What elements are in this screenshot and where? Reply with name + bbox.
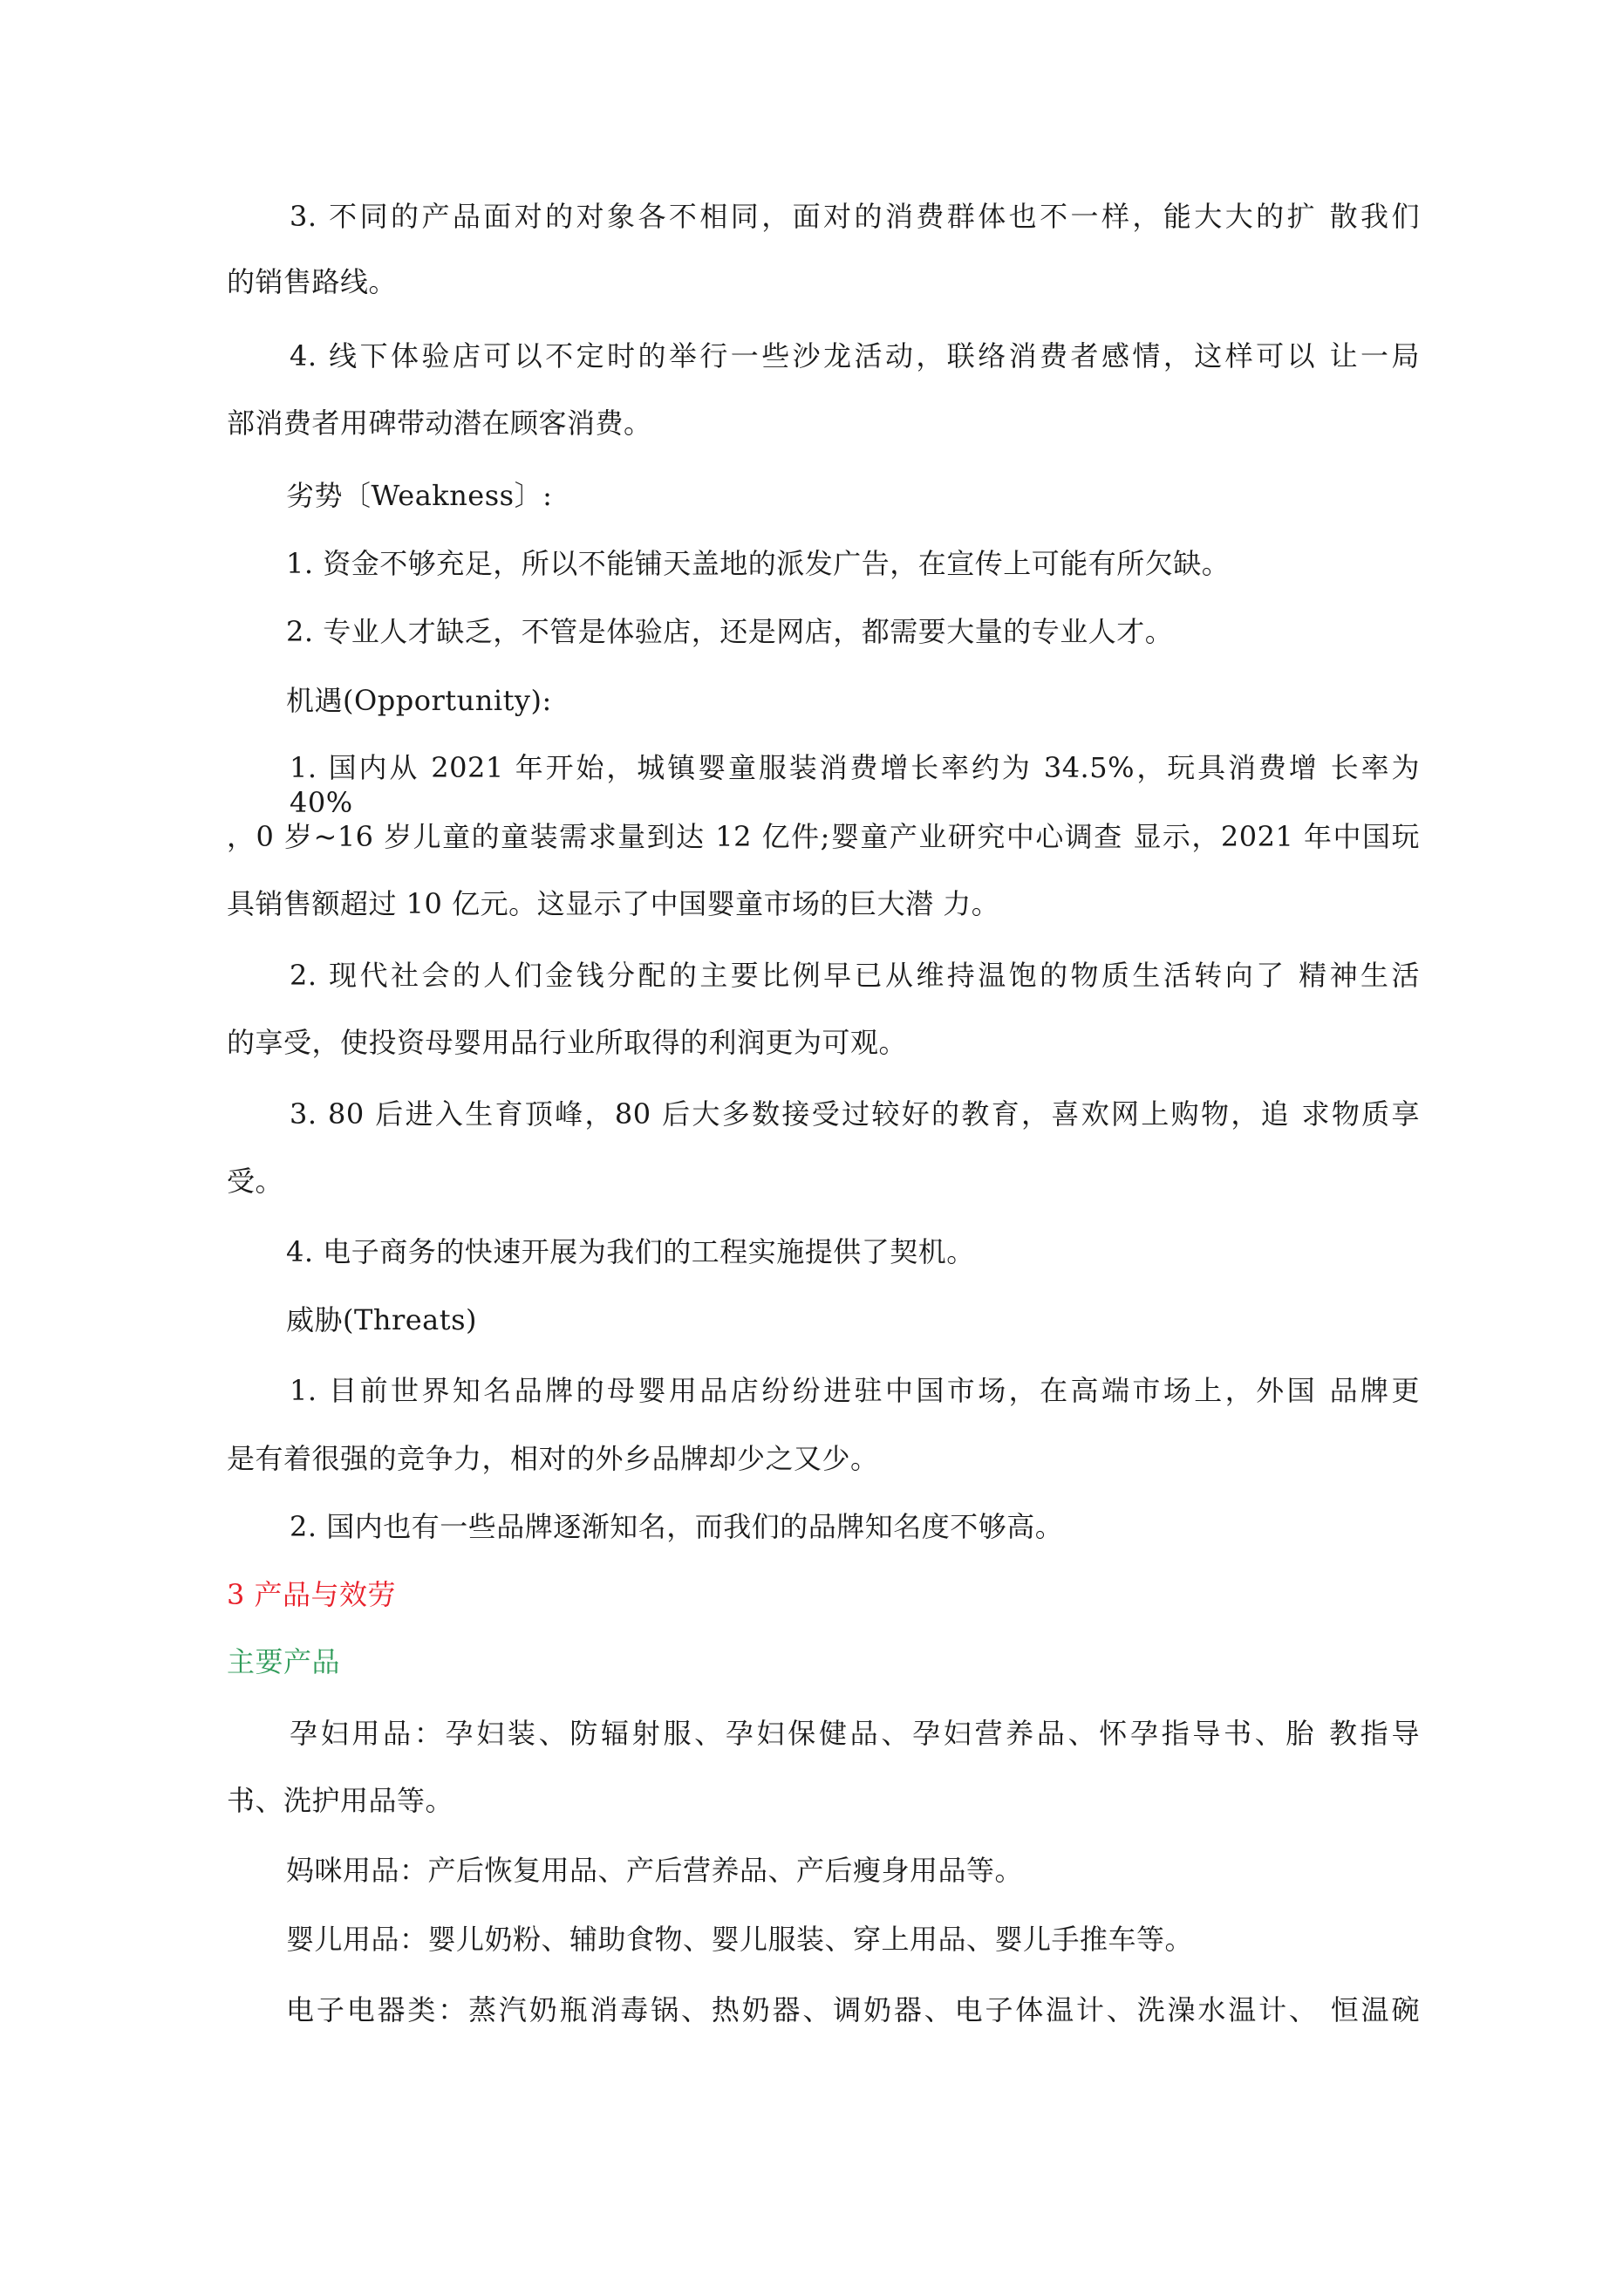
paragraph-p2-line1: 4. 线下体验店可以不定时的举行一些沙龙活动，联络消费者感情，这样可以 让一局 — [290, 339, 1420, 372]
product-item-3: 婴儿用品：婴儿奶粉、辅助食物、婴儿服装、穿上用品、婴儿手推车等。 — [286, 1923, 1194, 1956]
opportunity-item-2-line1: 2. 现代社会的人们金钱分配的主要比例早已从维持温饱的物质生活转向了 精神生活 — [290, 959, 1420, 992]
opportunity-item-2-line2: 的享受，使投资母婴用品行业所取得的利润更为可观。 — [227, 1026, 908, 1059]
weakness-item-1: 1. 资金不够充足，所以不能铺天盖地的派发广告，在宣传上可能有所欠缺。 — [286, 547, 1231, 580]
paragraph-p2-line2: 部消费者用碑带动潜在顾客消费。 — [227, 407, 652, 440]
weakness-heading: 劣势〔Weakness〕: — [286, 479, 553, 512]
paragraph-p1-line2: 的销售路线。 — [227, 265, 398, 298]
section-heading: 3 产品与效劳 — [227, 1578, 397, 1611]
opportunity-item-1-line1: 1. 国内从 2021 年开始，城镇婴童服装消费增长率约为 34.5%，玩具消费增 长率为 40% — [290, 751, 1420, 819]
opportunity-item-1-line3: 具销售额超过 10 亿元。这显示了中国婴童市场的巨大潜 力。 — [227, 887, 1000, 920]
subsection-heading: 主要产品 — [227, 1645, 341, 1678]
paragraph-p1-line1: 3. 不同的产品面对的对象各不相同，面对的消费群体也不一样，能大大的扩 散我们 — [290, 200, 1420, 233]
opportunity-item-1-line2: ，0 岁~16 岁儿童的童装需求量到达 12 亿件;婴童产业研究中心调查 显示，2021 年中国玩 — [227, 820, 1420, 853]
opportunity-item-4: 4. 电子商务的快速开展为我们的工程实施提供了契机。 — [286, 1235, 975, 1268]
threats-item-1-line1: 1. 目前世界知名品牌的母婴用品店纷纷进驻中国市场，在高端市场上，外国 品牌更 — [290, 1374, 1420, 1407]
threats-item-1-line2: 是有着很强的竞争力，相对的外乡品牌却少之又少。 — [227, 1442, 879, 1475]
product-item-2: 妈咪用品：产后恢复用品、产后营养品、产后瘦身用品等。 — [286, 1854, 1024, 1887]
product-item-1-line1: 孕妇用品：孕妇装、防辐射服、孕妇保健品、孕妇营养品、怀孕指导书、胎 教指导 — [290, 1717, 1420, 1750]
weakness-item-2: 2. 专业人才缺乏，不管是体验店，还是网店，都需要大量的专业人才。 — [286, 615, 1174, 648]
threats-item-2: 2. 国内也有一些品牌逐渐知名，而我们的品牌知名度不够高。 — [290, 1510, 1064, 1543]
product-item-4: 电子电器类：蒸汽奶瓶消毒锅、热奶器、调奶器、电子体温计、洗澡水温计、 恒温碗 — [286, 1993, 1420, 2026]
product-item-1-line2: 书、洗护用品等。 — [227, 1784, 454, 1817]
opportunity-item-3-line1: 3. 80 后进入生育顶峰，80 后大多数接受过较好的教育，喜欢网上购物，追 求物质享 — [290, 1097, 1420, 1131]
opportunity-heading: 机遇(Opportunity): — [286, 684, 552, 717]
opportunity-item-3-line2: 受。 — [227, 1165, 284, 1198]
threats-heading: 威胁(Threats) — [286, 1303, 478, 1336]
